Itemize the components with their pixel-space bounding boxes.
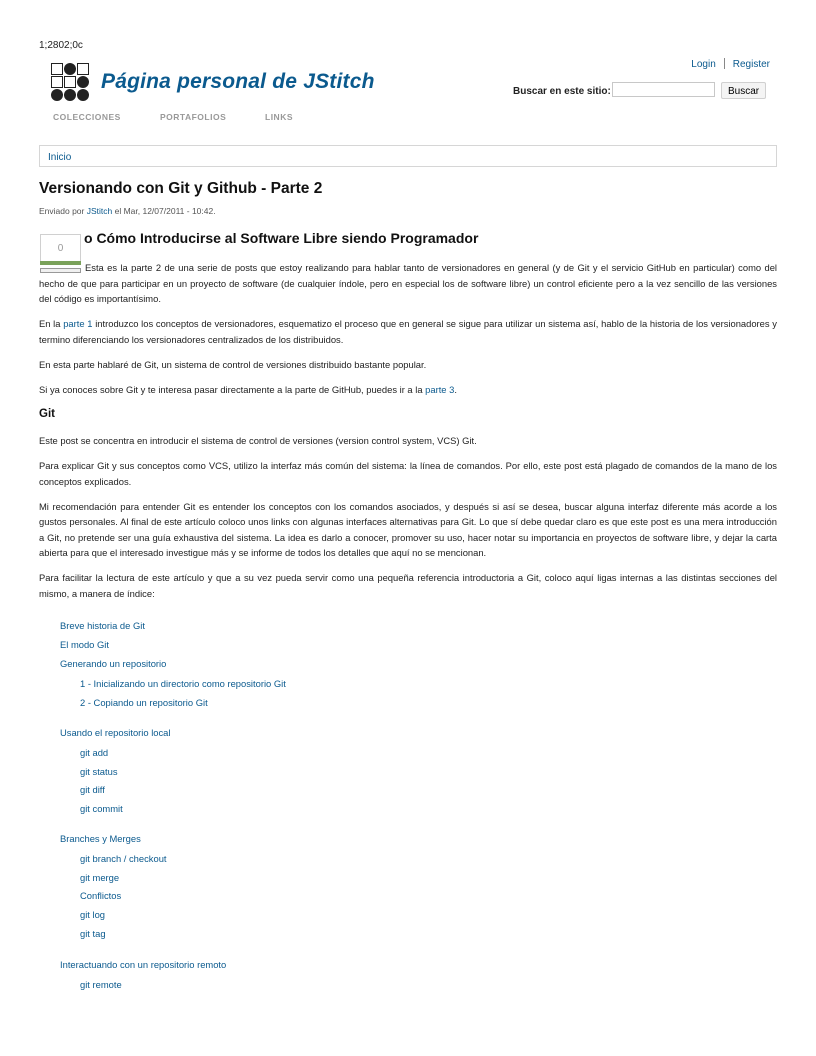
site-title[interactable]: Página personal de JStitch bbox=[101, 70, 375, 93]
search-input[interactable] bbox=[612, 82, 715, 97]
article-body bbox=[39, 260, 777, 611]
link-separator bbox=[724, 58, 725, 69]
part3-link[interactable]: parte 3 bbox=[425, 383, 455, 395]
submitted-info bbox=[39, 206, 216, 216]
paragraph-cli: Para explicar Git y sus conceptos como VCS, utilizo la interfaz más común del sistema: la línea de comandos. Por ello, este post está plagado de comandos de la mano de los conceptos explicados. bbox=[39, 460, 777, 487]
toc-link[interactable]: git tag bbox=[80, 928, 106, 939]
paragraph-vcs: Este post se concentra en introducir el sistema de control de versiones (version control system, VCS) Git. bbox=[39, 435, 477, 446]
site-logo[interactable] bbox=[50, 62, 90, 102]
toc-link[interactable]: git diff bbox=[80, 784, 105, 795]
page-code: 1;2802;0c bbox=[39, 40, 83, 51]
toc-link[interactable]: Usando el repositorio local bbox=[60, 727, 171, 738]
toc-link[interactable]: Branches y Merges bbox=[60, 833, 141, 844]
part1-link[interactable]: parte 1 bbox=[63, 318, 93, 329]
nav-colecciones[interactable]: COLECCIONES bbox=[53, 112, 121, 122]
toc-link[interactable]: El modo Git bbox=[60, 639, 109, 650]
search-label: Buscar en este sitio: bbox=[513, 86, 611, 97]
toc-link[interactable]: git add bbox=[80, 747, 109, 758]
paragraph-part3 bbox=[39, 382, 777, 398]
vote-count: 0 bbox=[40, 234, 81, 262]
paragraph-intro: Esta es la parte 2 de una serie de posts que estoy realizando para hablar tanto de versionadores en general (y de Git y el servicio GitHub en particular) como del hecho de que para participar en un proyecto de software (de cualquier índole, pero en especial los de software libre) un control eficiente pero a la vez sencillo de las versiones del código es importantísimo. bbox=[39, 262, 777, 304]
nav-portafolios[interactable]: PORTAFOLIOS bbox=[160, 112, 227, 122]
toc-link[interactable]: git commit bbox=[80, 803, 123, 814]
search-button[interactable]: Buscar bbox=[721, 82, 766, 99]
register-link[interactable]: Register bbox=[732, 59, 770, 70]
nav-links[interactable]: LINKS bbox=[265, 112, 293, 122]
text: En la bbox=[39, 318, 64, 329]
paragraph-index-intro: Para facilitar la lectura de este artículo y que a su vez pueda servir como una pequeña referencia introductoria a Git, coloco aquí ligas internas a las distintas secciones del mismo, a manera de índice: bbox=[39, 572, 777, 599]
heading-git: Git bbox=[39, 407, 55, 420]
submitted-prefix: Enviado por bbox=[39, 206, 87, 216]
toc-link[interactable]: Interactuando con un repositorio remoto bbox=[60, 959, 227, 970]
toc-link[interactable]: Conflictos bbox=[80, 890, 122, 901]
toc-link[interactable]: git remote bbox=[80, 979, 122, 990]
article-subtitle: o Cómo Introducirse al Software Libre siendo Programador bbox=[84, 230, 479, 246]
text: . bbox=[454, 383, 457, 395]
paragraph-recommendation: Mi recomendación para entender Git es entender los conceptos con los comandos asociados, y después si así se desea, buscar alguna interfaz diferente más acorde a los gustos personales. Al final de este artículo coloco unos links con algunas interfaces alternativas para Git. Lo que sí debe quedar claro es que este post es una mera introducción a Git, no pretende ser una guía exhaustiva del sistema. La idea es darlo a conocer, promover su uso, hacer notar su importancia en proyectos de software libre, y dejar la carta abierta para que el interesado investigue más y se informe de todos los detalles que aquí no se mencionan. bbox=[39, 500, 777, 558]
toc-link[interactable]: Generando un repositorio bbox=[60, 658, 167, 669]
toc-link[interactable]: Breve historia de Git bbox=[60, 620, 145, 631]
toc-link[interactable]: 1 - Inicializando un directorio como repositorio Git bbox=[80, 678, 286, 689]
toc-link[interactable]: git log bbox=[80, 909, 106, 920]
text: introduzco los conceptos de versionadores, esquematizo el proceso que en general se sigue para utilizar un sistema así, hablo de la historia de los versionadores y termino diferenciando los versionadores centralizados de los distribuidos. bbox=[39, 318, 777, 345]
breadcrumb bbox=[39, 145, 777, 167]
paragraph-git-intro: En esta parte hablaré de Git, un sistema de control de versiones distribuido bastante popular. bbox=[39, 358, 427, 370]
login-link[interactable]: Login bbox=[691, 59, 716, 70]
paragraph-part1 bbox=[39, 316, 777, 347]
toc-link[interactable]: 2 - Copiando un repositorio Git bbox=[80, 697, 208, 708]
user-links bbox=[691, 58, 770, 70]
breadcrumb-home-link[interactable]: Inicio bbox=[48, 152, 72, 163]
page-title: Versionando con Git y Github - Parte 2 bbox=[39, 180, 323, 197]
toc-link[interactable]: git merge bbox=[80, 872, 120, 883]
toc-link[interactable]: git branch / checkout bbox=[80, 853, 167, 864]
text: Si ya conoces sobre Git y te interesa pasar directamente a la parte de GitHub, puedes ir a la bbox=[39, 383, 426, 395]
toc-link[interactable]: git status bbox=[80, 766, 118, 777]
author-link[interactable]: JStitch bbox=[86, 206, 113, 216]
submitted-date: el Mar, 12/07/2011 - 10:42. bbox=[112, 206, 216, 216]
